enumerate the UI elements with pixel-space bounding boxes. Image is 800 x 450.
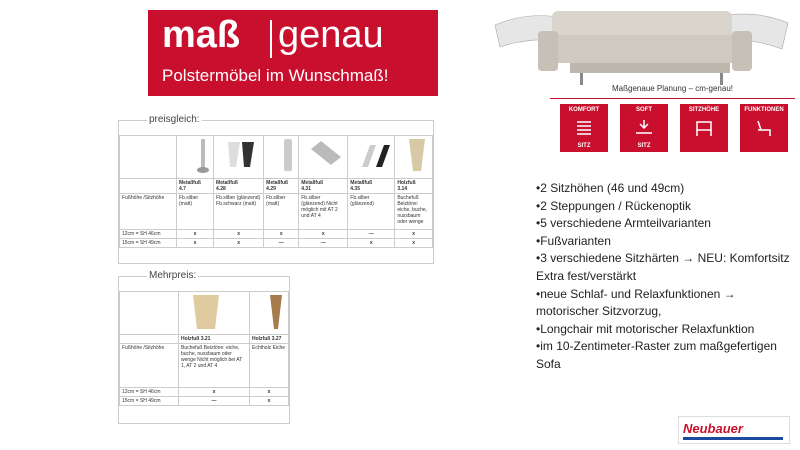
list-item: •2 Sitzhöhen (46 und 49cm) bbox=[536, 181, 685, 195]
table-cell: x bbox=[299, 230, 348, 239]
masgenau-logo bbox=[148, 10, 438, 96]
logo-tagline: Polstermöbel im Wunschmaß! bbox=[162, 66, 389, 85]
table-cell: — bbox=[264, 239, 299, 248]
row-label: 15cm = SH 49cm bbox=[120, 239, 177, 248]
col-code: 4.29 bbox=[266, 186, 276, 192]
foot-image-4-29 bbox=[264, 136, 299, 179]
table-mehrpreis bbox=[118, 270, 290, 424]
table-cell: x bbox=[264, 230, 299, 239]
foot-image-3-21 bbox=[179, 292, 250, 335]
table-cell: Buchefuß Beiztöne: eiche, buche, nussbaum oder wenge bbox=[395, 194, 433, 230]
list-item: •im 10-Zentimeter-Raster zum maßgefertigen Sofa bbox=[536, 339, 777, 371]
logo-separator bbox=[270, 20, 272, 58]
table-cell: x bbox=[177, 230, 214, 239]
foot-image-4-28 bbox=[214, 136, 264, 179]
feature-funktionen: FUNKTIONEN bbox=[740, 104, 788, 152]
table-cell: Fb.silber (matt) bbox=[177, 194, 214, 230]
foot-image-3-14 bbox=[395, 136, 433, 179]
list-item: •Longchair mit motorischer Relaxfunktion bbox=[536, 321, 755, 336]
table-cell: Fb.silber (matt) bbox=[264, 194, 299, 230]
table-cell: x bbox=[395, 239, 433, 248]
list-item: •neue Schlaf- und Relaxfunktionen → motorischer Sitzvorzug, bbox=[536, 286, 736, 319]
table-cell: x bbox=[348, 239, 395, 248]
col-name: Holzfuß 3.27 bbox=[250, 335, 289, 344]
table-cell: — bbox=[299, 239, 348, 248]
col-code: 4.28 bbox=[216, 186, 226, 192]
soft-seat-icon bbox=[634, 118, 654, 138]
feature-list bbox=[536, 180, 798, 374]
table-cell: Fb.silber (glänzend) Nicht möglich mit AT 2 und AT 4 bbox=[299, 194, 348, 230]
table-cell: x bbox=[395, 230, 433, 239]
table-cell: — bbox=[179, 397, 250, 406]
list-item: •5 verschiedene Armteilvarianten bbox=[536, 216, 711, 231]
foot-image-3-27 bbox=[250, 292, 289, 335]
list-item: •2 Steppungen / Rückenoptik bbox=[536, 198, 691, 213]
table-title: preisgleich: bbox=[149, 114, 200, 125]
list-item: •Fußvarianten bbox=[536, 233, 611, 248]
row-label: 12cm = SH 46cm bbox=[120, 230, 177, 239]
row-label: Fußhöhe /Sitzhöhe bbox=[120, 344, 179, 388]
table-cell: Buchefuß Beiztöne: eiche, buche, nussbaum oder wenge Nicht möglich bei AT 1, AT 2 und AT 4 bbox=[179, 344, 250, 388]
table-preisgleich bbox=[118, 114, 434, 264]
col-name: Holzfuß 3.21 bbox=[179, 335, 250, 344]
table-cell: x bbox=[250, 388, 289, 397]
foot-image-4-31 bbox=[299, 136, 348, 179]
sofa-caption: Maßgenaue Planung – cm-genau! bbox=[550, 84, 795, 99]
table-cell: x bbox=[250, 397, 289, 406]
col-name: Holzfuß bbox=[397, 180, 416, 186]
table-cell: Echtholz Eiche bbox=[250, 344, 289, 388]
spring-icon bbox=[574, 118, 594, 138]
col-code: 3.14 bbox=[397, 186, 408, 192]
table-cell: Fb.silber (glänzend) bbox=[348, 194, 395, 230]
table-cell: — bbox=[348, 230, 395, 239]
sofa-image bbox=[490, 5, 790, 95]
col-code: 4.31 bbox=[301, 186, 311, 192]
col-code: 4.7 bbox=[179, 186, 186, 192]
table-cell: x bbox=[177, 239, 214, 248]
col-name: Metallfuß bbox=[216, 180, 238, 186]
col-name: Metallfuß bbox=[301, 180, 324, 186]
recliner-icon bbox=[754, 118, 774, 138]
table-cell: x bbox=[214, 230, 264, 239]
col-name: Metallfuß bbox=[179, 180, 201, 186]
neubauer-logo: Neubauer bbox=[678, 416, 790, 444]
logo-word-1: maß bbox=[162, 14, 241, 56]
seat-height-icon bbox=[694, 118, 714, 138]
row-label: Fußhöhe /Sitzhöhe bbox=[120, 194, 177, 230]
logo-word-2: genau bbox=[278, 14, 384, 56]
feature-soft-sitz: SOFT SITZ bbox=[620, 104, 668, 152]
foot-image-4-35 bbox=[348, 136, 395, 179]
table-cell: Fb.silber (glänzend) Fb.schwarz (matt) bbox=[214, 194, 264, 230]
list-item: •3 verschiedene Sitzhärten → NEU: Komfortsitz Extra fest/verstärkt bbox=[536, 251, 790, 283]
col-name: Metallfuß bbox=[266, 180, 289, 186]
foot-image-4-7 bbox=[177, 136, 214, 179]
table-title: Mehrpreis: bbox=[149, 270, 197, 281]
table-cell: x bbox=[214, 239, 264, 248]
col-name: Metallfuß bbox=[350, 180, 373, 186]
col-code: 4.35 bbox=[350, 186, 360, 192]
row-label: 12cm = SH 46cm bbox=[120, 388, 179, 397]
row-label: 15cm = SH 49cm bbox=[120, 397, 179, 406]
feature-sitzhoehe: SITZHÖHE bbox=[680, 104, 728, 152]
table-cell: x bbox=[179, 388, 250, 397]
feature-komfort-sitz: KOMFORT SITZ bbox=[560, 104, 608, 152]
